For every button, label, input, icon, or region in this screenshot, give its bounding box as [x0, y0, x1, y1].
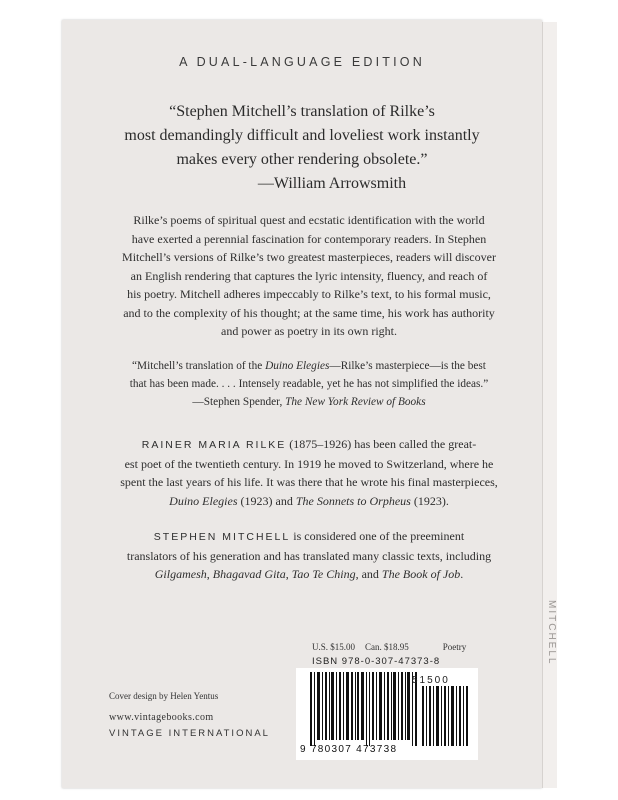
- review-quote: [99, 357, 519, 411]
- bio-line: Gilgamesh, Bhagavad Gita, Tao Te Ching, and The Book of Job.: [154, 567, 464, 581]
- blurb-line: have exerted a perennial fascination for contemporary readers. In Stephen: [131, 231, 487, 246]
- translator-name: STEPHEN MITCHELL: [153, 531, 291, 543]
- lead-quote-line: most demandingly difficult and loveliest work instantly: [124, 127, 480, 144]
- rilke-bio: [99, 435, 519, 510]
- category: Poetry: [442, 642, 467, 652]
- isbn: ISBN 978-0-307-47373-8: [312, 656, 441, 667]
- lead-quote-line: makes every other rendering obsolete.”: [176, 151, 428, 168]
- cover-credit: Cover design by Helen Yentus: [109, 691, 219, 701]
- barcode-addon: 51500: [412, 675, 450, 686]
- blurb-line: Mitchell’s versions of Rilke’s two greatest masterpieces, readers will discover: [122, 250, 496, 264]
- review-quote-line: that has been made. . . . Intensely readable, yet he has not simplified the ideas.”: [129, 378, 489, 390]
- review-quote-attribution: —Stephen Spender, The New York Review of Books: [192, 396, 426, 408]
- bio-line: translators of his generation and has translated many classic texts, including: [126, 548, 492, 563]
- lead-quote-attribution: —William Arrowsmith: [257, 175, 407, 192]
- publisher-website: www.vintagebooks.com: [109, 712, 214, 723]
- spine-author: MITCHELL: [546, 600, 557, 666]
- bio-line: spent the last years of his life. It was there that he wrote his final masterpieces,: [120, 475, 498, 489]
- mitchell-bio: [99, 527, 519, 584]
- edition-label: A DUAL-LANGUAGE EDITION: [179, 55, 425, 69]
- blurb-line: his poetry. Mitchell adheres impeccably to Rilke’s text, to his formal music,: [127, 287, 491, 301]
- publisher-imprint: VINTAGE INTERNATIONAL: [109, 728, 270, 739]
- blurb-line: and power as poetry in its own right.: [221, 324, 397, 338]
- bio-line: Duino Elegies (1923) and The Sonnets to Orpheus (1923).: [169, 493, 449, 508]
- bio-line: RAINER MARIA RILKE (1875–1926) has been called the great-: [141, 437, 477, 451]
- price-line: [312, 642, 512, 652]
- can-price: Can. $18.95: [365, 642, 409, 652]
- author-name: RAINER MARIA RILKE: [141, 439, 287, 451]
- us-price: U.S. $15.00: [312, 642, 356, 652]
- bio-line: est poet of the twentieth century. In 1919 he moved to Switzerland, where he: [124, 456, 494, 471]
- review-quote-line: “Mitchell’s translation of the Duino Elegies—Rilke’s masterpiece—is the best: [132, 360, 486, 372]
- lead-quote: [80, 100, 524, 196]
- blurb-line: and to the complexity of his thought; at the same time, his work has authority: [123, 305, 495, 320]
- bio-line: STEPHEN MITCHELL is considered one of the preeminent: [153, 529, 465, 543]
- blurb-line: an English rendering that captures the lyric intensity, fluency, and reach of: [130, 268, 488, 283]
- blurb-line: Rilke’s poems of spiritual quest and ecstatic identification with the world: [133, 213, 485, 227]
- lead-quote-line: “Stephen Mitchell’s translation of Rilke’s: [169, 103, 435, 120]
- description-blurb: [99, 211, 519, 341]
- barcode-number: 9 780307 473738: [300, 744, 398, 755]
